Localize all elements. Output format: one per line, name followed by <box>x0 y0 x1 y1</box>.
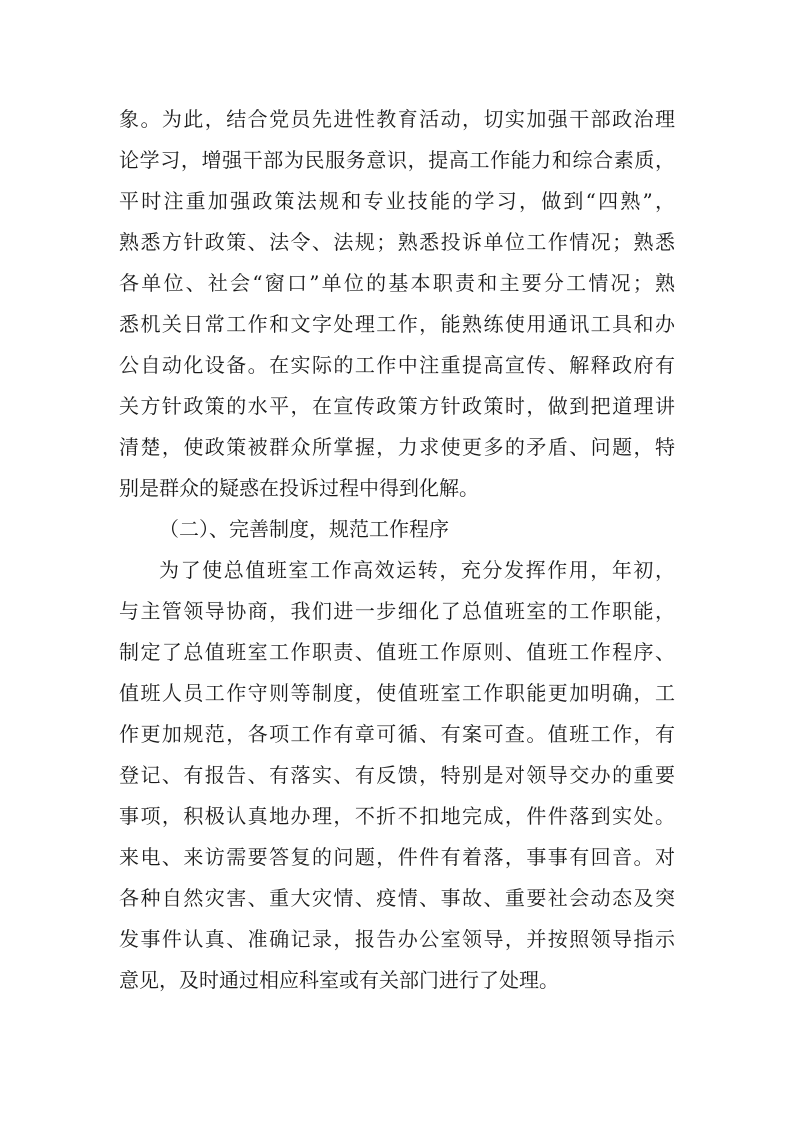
text-line: 别是群众的疑惑在投诉过程中得到化解。 <box>119 476 479 500</box>
text-line: 关方针政策的水平，在宣传政策方针政策时，做到把道理讲 <box>119 394 675 418</box>
text-line: 值班人员工作守则等制度，使值班室工作职能更加明确，工 <box>119 681 675 705</box>
text-line: 与主管领导协商，我们进一步细化了总值班室的工作职能， <box>119 599 675 623</box>
text-line: 各种自然灾害、重大灾情、疫情、事故、重要社会动态及突 <box>119 886 675 910</box>
text-line: 象。为此，结合党员先进性教育活动，切实加强干部政治理 <box>119 107 675 131</box>
paragraph-political-study <box>119 99 675 509</box>
text-line: 公自动化设备。在实际的工作中注重提高宣传、解释政府有 <box>119 353 675 377</box>
text-line: 制定了总值班室工作职责、值班工作原则、值班工作程序、 <box>119 640 675 664</box>
paragraph-duty-system <box>119 550 675 1001</box>
text-line: 平时注重加强政策法规和专业技能的学习，做到“四熟”， <box>119 189 675 213</box>
text-line: 意见，及时通过相应科室或有关部门进行了处理。 <box>119 968 559 992</box>
text-line: 各单位、社会“窗口”单位的基本职责和主要分工情况；熟 <box>119 271 675 295</box>
text-line: 事项，积极认真地办理，不折不扣地完成，件件落到实处。 <box>119 804 675 828</box>
text-line: 清楚，使政策被群众所掌握，力求使更多的矛盾、问题，特 <box>119 435 675 459</box>
text-line: 登记、有报告、有落实、有反馈，特别是对领导交办的重要 <box>119 763 675 787</box>
document-body <box>119 99 675 1001</box>
text-line: 熟悉方针政策、法令、法规；熟悉投诉单位工作情况；熟悉 <box>119 230 675 254</box>
text-line: 悉机关日常工作和文字处理工作，能熟练使用通讯工具和办 <box>119 312 675 336</box>
text-line: 为了使总值班室工作高效运转，充分发挥作用，年初， <box>159 558 675 582</box>
text-line: 来电、来访需要答复的问题，件件有着落，事事有回音。对 <box>119 845 675 869</box>
text-line: 发事件认真、准确记录，报告办公室领导，并按照领导指示 <box>119 927 675 951</box>
text-line: 作更加规范，各项工作有章可循、有案可查。值班工作，有 <box>119 722 675 746</box>
section-heading: （二）、完善制度，规范工作程序 <box>159 517 449 541</box>
text-line: 论学习，增强干部为民服务意识，提高工作能力和综合素质， <box>119 148 675 172</box>
